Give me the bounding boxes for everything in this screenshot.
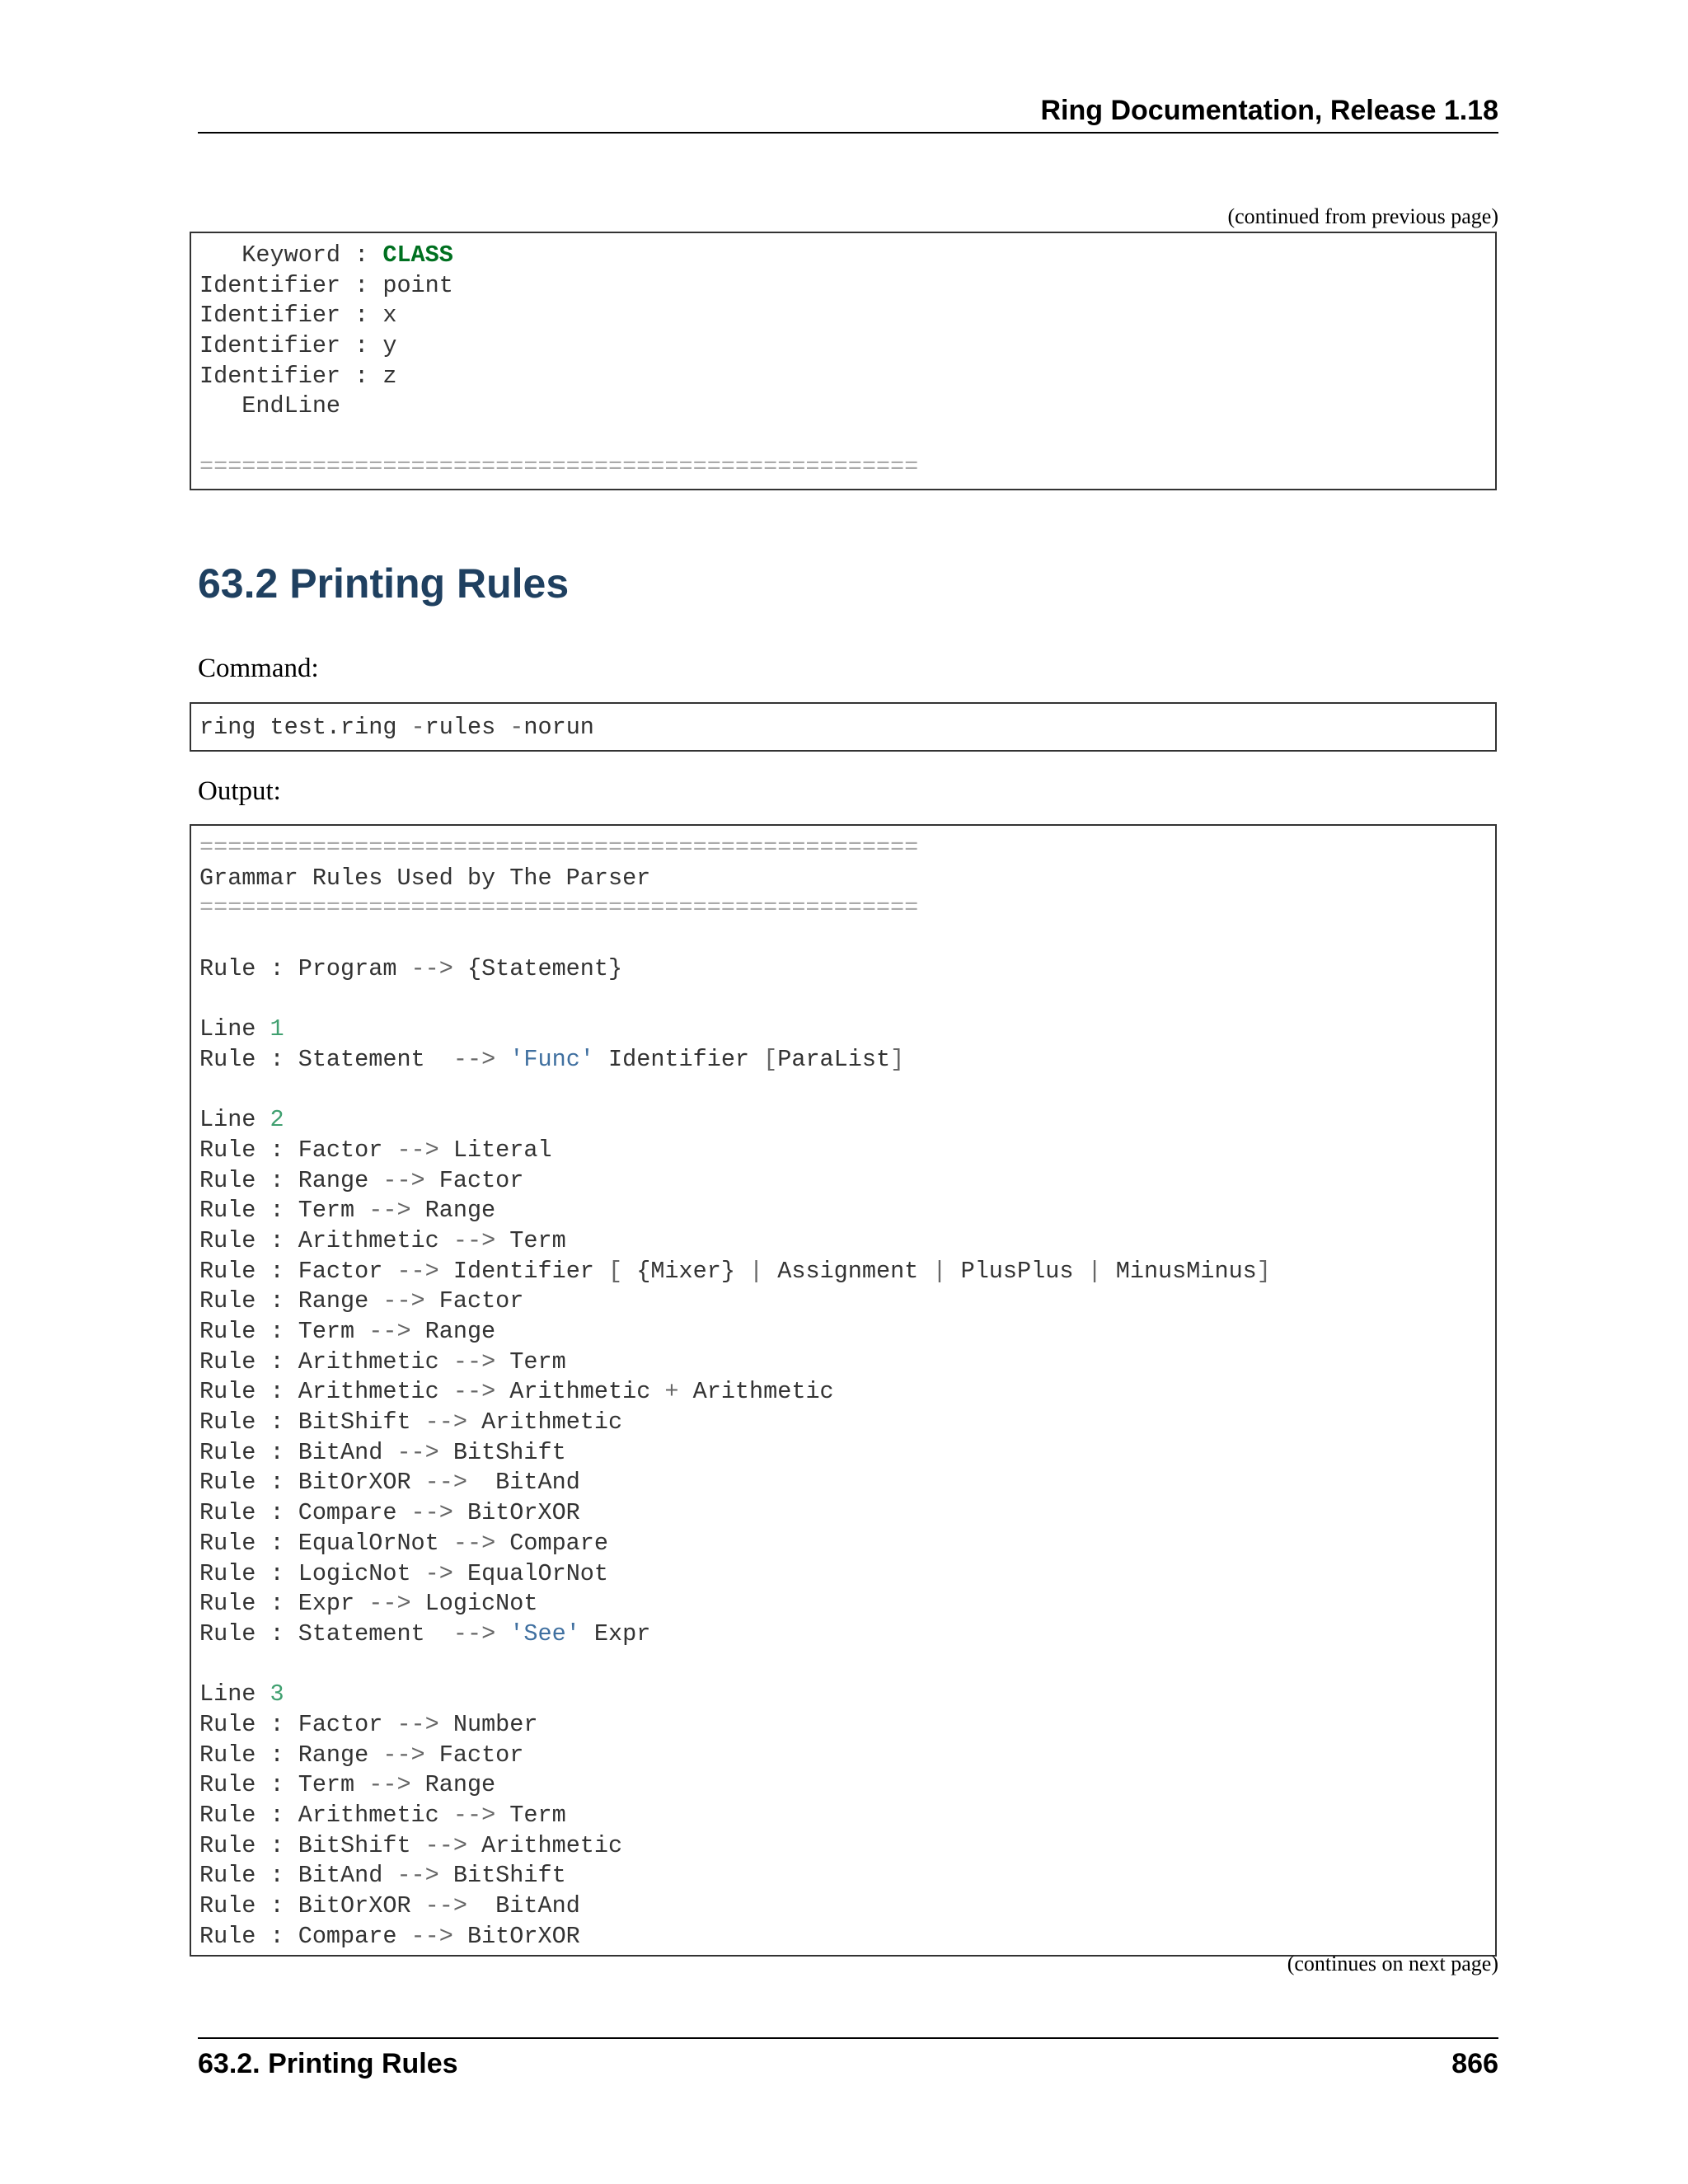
code-line: [199, 1891, 1487, 1922]
code-token: -->: [424, 1831, 467, 1859]
code-lines: [199, 713, 1487, 743]
code-token: ===================================================: [199, 894, 919, 922]
code-token: -->: [452, 1802, 496, 1829]
code-token: -->: [396, 1257, 439, 1285]
code-line: [199, 1559, 1487, 1590]
code-line: [199, 301, 1487, 331]
code-line: [199, 1438, 1487, 1469]
code-token: [495, 1046, 509, 1073]
code-token: 2: [270, 1106, 284, 1134]
code-token: rules: [424, 714, 510, 741]
code-token: Rule : Program: [199, 954, 411, 982]
code-token: Rule : Term: [199, 1771, 369, 1799]
code-token: Rule : BitAnd: [199, 1862, 397, 1890]
code-line: [199, 1468, 1487, 1498]
code-token: EndLine: [199, 392, 341, 420]
code-token: Grammar Rules Used by The Parser: [199, 864, 651, 892]
code-line: [199, 1347, 1487, 1378]
code-token: Rule : Term: [199, 1318, 369, 1345]
code-line: [199, 452, 1487, 483]
code-token: norun: [523, 714, 594, 741]
code-token: Rule : Statement: [199, 1619, 453, 1647]
code-token: Rule : Expr: [199, 1590, 369, 1618]
code-line: [199, 1831, 1487, 1862]
code-token: Identifier: [438, 1257, 608, 1285]
code-token: Rule : Range: [199, 1166, 383, 1194]
code-line: [199, 271, 1487, 302]
code-token: ring test.ring: [199, 714, 411, 741]
code-token: Rule : BitAnd: [199, 1438, 397, 1466]
code-token: -->: [452, 1378, 496, 1406]
code-token: -->: [368, 1590, 411, 1618]
code-token: BitShift: [438, 1862, 566, 1890]
code-token: Expr: [579, 1619, 651, 1647]
code-token: BitAnd: [467, 1469, 580, 1497]
code-line: [199, 1498, 1487, 1529]
code-token: -->: [452, 1529, 496, 1557]
code-token: 'Func': [509, 1045, 594, 1073]
code-token: Rule : Compare: [199, 1499, 411, 1527]
code-token: -: [509, 714, 524, 741]
code-token: -->: [410, 1922, 453, 1950]
code-line: [199, 422, 1487, 452]
code-token: Line: [199, 1015, 270, 1043]
code-token: -->: [396, 1136, 439, 1164]
code-line: [199, 1015, 1487, 1045]
code-line: [199, 1166, 1487, 1197]
code-lines: [199, 241, 1487, 483]
header-title: Ring Documentation, Release 1.18: [1040, 95, 1498, 126]
code-line: [199, 1377, 1487, 1408]
code-line: [199, 1045, 1487, 1076]
code-token: Rule : Term: [199, 1197, 369, 1225]
code-token: +: [664, 1378, 679, 1406]
code-line: [199, 1408, 1487, 1438]
code-token: Rule : Arithmetic: [199, 1802, 453, 1829]
code-token: -->: [368, 1771, 411, 1799]
code-token: Arithmetic: [495, 1378, 665, 1406]
code-token: Range: [410, 1318, 496, 1345]
code-token: BitAnd: [467, 1892, 580, 1920]
code-line: [199, 1589, 1487, 1619]
code-token: Identifier : z: [199, 362, 397, 390]
code-token: -->: [452, 1619, 496, 1647]
code-line: [199, 1741, 1487, 1771]
code-line: [199, 391, 1487, 422]
code-token: Rule : Range: [199, 1287, 383, 1315]
code-token: Term: [495, 1802, 566, 1829]
code-token: {Mixer}: [622, 1257, 750, 1285]
output-label: Output:: [198, 776, 281, 806]
code-token: -->: [424, 1408, 467, 1436]
code-line: [199, 1770, 1487, 1801]
code-token: Rule : BitOrXOR: [199, 1469, 425, 1497]
code-line: [199, 1286, 1487, 1317]
code-token: Rule : BitOrXOR: [199, 1892, 425, 1920]
code-token: 1: [270, 1015, 284, 1043]
code-token: Range: [410, 1197, 496, 1225]
code-line: [199, 1922, 1487, 1952]
code-line: [199, 1861, 1487, 1891]
code-token: Identifier : x: [199, 302, 397, 330]
code-token: Factor: [424, 1741, 524, 1769]
code-token: CLASS: [382, 241, 453, 269]
code-token: 3: [270, 1680, 284, 1708]
code-token: |: [1087, 1257, 1102, 1285]
code-token: -->: [396, 1710, 439, 1738]
code-line: [199, 1680, 1487, 1710]
code-token: Factor: [424, 1287, 524, 1315]
code-token: Rule : Factor: [199, 1257, 397, 1285]
code-line: [199, 1076, 1487, 1106]
code-token: Term: [495, 1226, 566, 1254]
code-line: [199, 1801, 1487, 1831]
code-token: -->: [424, 1892, 467, 1920]
code-token: Arithmetic: [678, 1378, 834, 1406]
code-token: {Statement}: [452, 954, 623, 982]
token-output-code-block: [190, 232, 1497, 490]
code-token: |: [749, 1257, 764, 1285]
code-token: EqualOrNot: [452, 1559, 609, 1587]
code-token: ParaList: [777, 1045, 891, 1073]
code-token: Line: [199, 1680, 270, 1708]
code-line: [199, 1196, 1487, 1226]
code-token: Rule : LogicNot: [199, 1559, 425, 1587]
code-token: Assignment: [763, 1257, 933, 1285]
page-footer: [198, 2037, 1498, 2082]
code-token: -->: [410, 1499, 453, 1527]
code-token: 'See': [509, 1619, 580, 1647]
continued-from-previous-note: (continued from previous page): [1227, 204, 1498, 228]
code-token: Compare: [495, 1529, 608, 1557]
code-line: [199, 833, 1487, 864]
code-line: [199, 864, 1487, 894]
page-number: 866: [1451, 2048, 1498, 2079]
page-header: [198, 92, 1498, 134]
code-token: PlusPlus: [946, 1257, 1088, 1285]
code-token: Range: [410, 1771, 496, 1799]
code-line: [199, 1105, 1487, 1136]
code-token: Line: [199, 1106, 270, 1134]
code-token: ->: [424, 1559, 453, 1587]
command-code-block: [190, 702, 1497, 752]
code-token: Rule : Factor: [199, 1136, 397, 1164]
code-token: |: [932, 1257, 947, 1285]
code-line: [199, 1650, 1487, 1680]
code-token: Rule : Arithmetic: [199, 1378, 453, 1406]
code-token: -->: [396, 1862, 439, 1890]
code-token: Number: [438, 1710, 538, 1738]
footer-section-title: 63.2. Printing Rules: [198, 2048, 458, 2079]
continues-on-next-page-note: (continues on next page): [1287, 1952, 1498, 1975]
code-token: Rule : Arithmetic: [199, 1226, 453, 1254]
code-line: [199, 893, 1487, 924]
code-token: ]: [890, 1045, 905, 1073]
code-line: [199, 924, 1487, 954]
code-token: BitOrXOR: [452, 1499, 580, 1527]
code-token: Identifier: [593, 1045, 764, 1073]
code-token: -->: [382, 1166, 425, 1194]
code-token: ]: [1256, 1257, 1271, 1285]
code-token: Rule : BitShift: [199, 1408, 425, 1436]
code-line: [199, 954, 1487, 985]
code-line: [199, 1529, 1487, 1559]
code-line: [199, 241, 1487, 271]
code-token: BitOrXOR: [452, 1922, 580, 1950]
code-line: [199, 1257, 1487, 1287]
code-token: [: [763, 1045, 778, 1073]
code-token: -->: [452, 1226, 496, 1254]
code-line: [199, 1226, 1487, 1257]
code-token: [495, 1620, 509, 1647]
code-line: [199, 331, 1487, 362]
code-token: Arithmetic: [467, 1831, 623, 1859]
code-token: Rule : Arithmetic: [199, 1347, 453, 1376]
code-line: [199, 1710, 1487, 1741]
code-token: [: [608, 1257, 623, 1285]
code-line: [199, 713, 1487, 743]
code-line: [199, 1317, 1487, 1347]
code-token: Rule : Factor: [199, 1710, 397, 1738]
code-token: -->: [368, 1197, 411, 1225]
code-token: Factor: [424, 1166, 524, 1194]
code-token: Rule : Statement: [199, 1045, 453, 1073]
code-token: Term: [495, 1347, 566, 1376]
code-token: Rule : Range: [199, 1741, 383, 1769]
code-token: Literal: [438, 1136, 552, 1164]
code-token: -->: [410, 954, 453, 982]
code-token: Identifier : point: [199, 271, 453, 299]
code-token: -->: [382, 1287, 425, 1315]
code-token: Identifier : y: [199, 332, 397, 360]
code-line: [199, 1136, 1487, 1166]
code-token: ===================================================: [199, 834, 919, 861]
code-line: [199, 1619, 1487, 1650]
code-lines: [199, 833, 1487, 1952]
code-token: BitShift: [438, 1438, 566, 1466]
section-heading: 63.2 Printing Rules: [198, 560, 570, 607]
code-token: Keyword :: [199, 241, 383, 269]
code-token: ===================================================: [199, 452, 919, 480]
code-token: -->: [368, 1318, 411, 1345]
grammar-rules-output-block: [190, 824, 1497, 1957]
code-token: LogicNot: [410, 1590, 538, 1618]
code-token: Rule : EqualOrNot: [199, 1529, 453, 1557]
code-token: -->: [452, 1347, 496, 1376]
code-token: Rule : Compare: [199, 1922, 411, 1950]
code-token: MinusMinus: [1101, 1257, 1257, 1285]
code-token: -->: [424, 1469, 467, 1497]
code-token: -->: [452, 1045, 496, 1073]
code-token: -->: [382, 1741, 425, 1769]
code-token: -->: [396, 1438, 439, 1466]
code-token: Rule : BitShift: [199, 1831, 425, 1859]
code-token: Arithmetic: [467, 1408, 623, 1436]
code-token: -: [410, 714, 425, 741]
code-line: [199, 362, 1487, 392]
code-line: [199, 984, 1487, 1015]
command-label: Command:: [198, 654, 319, 683]
